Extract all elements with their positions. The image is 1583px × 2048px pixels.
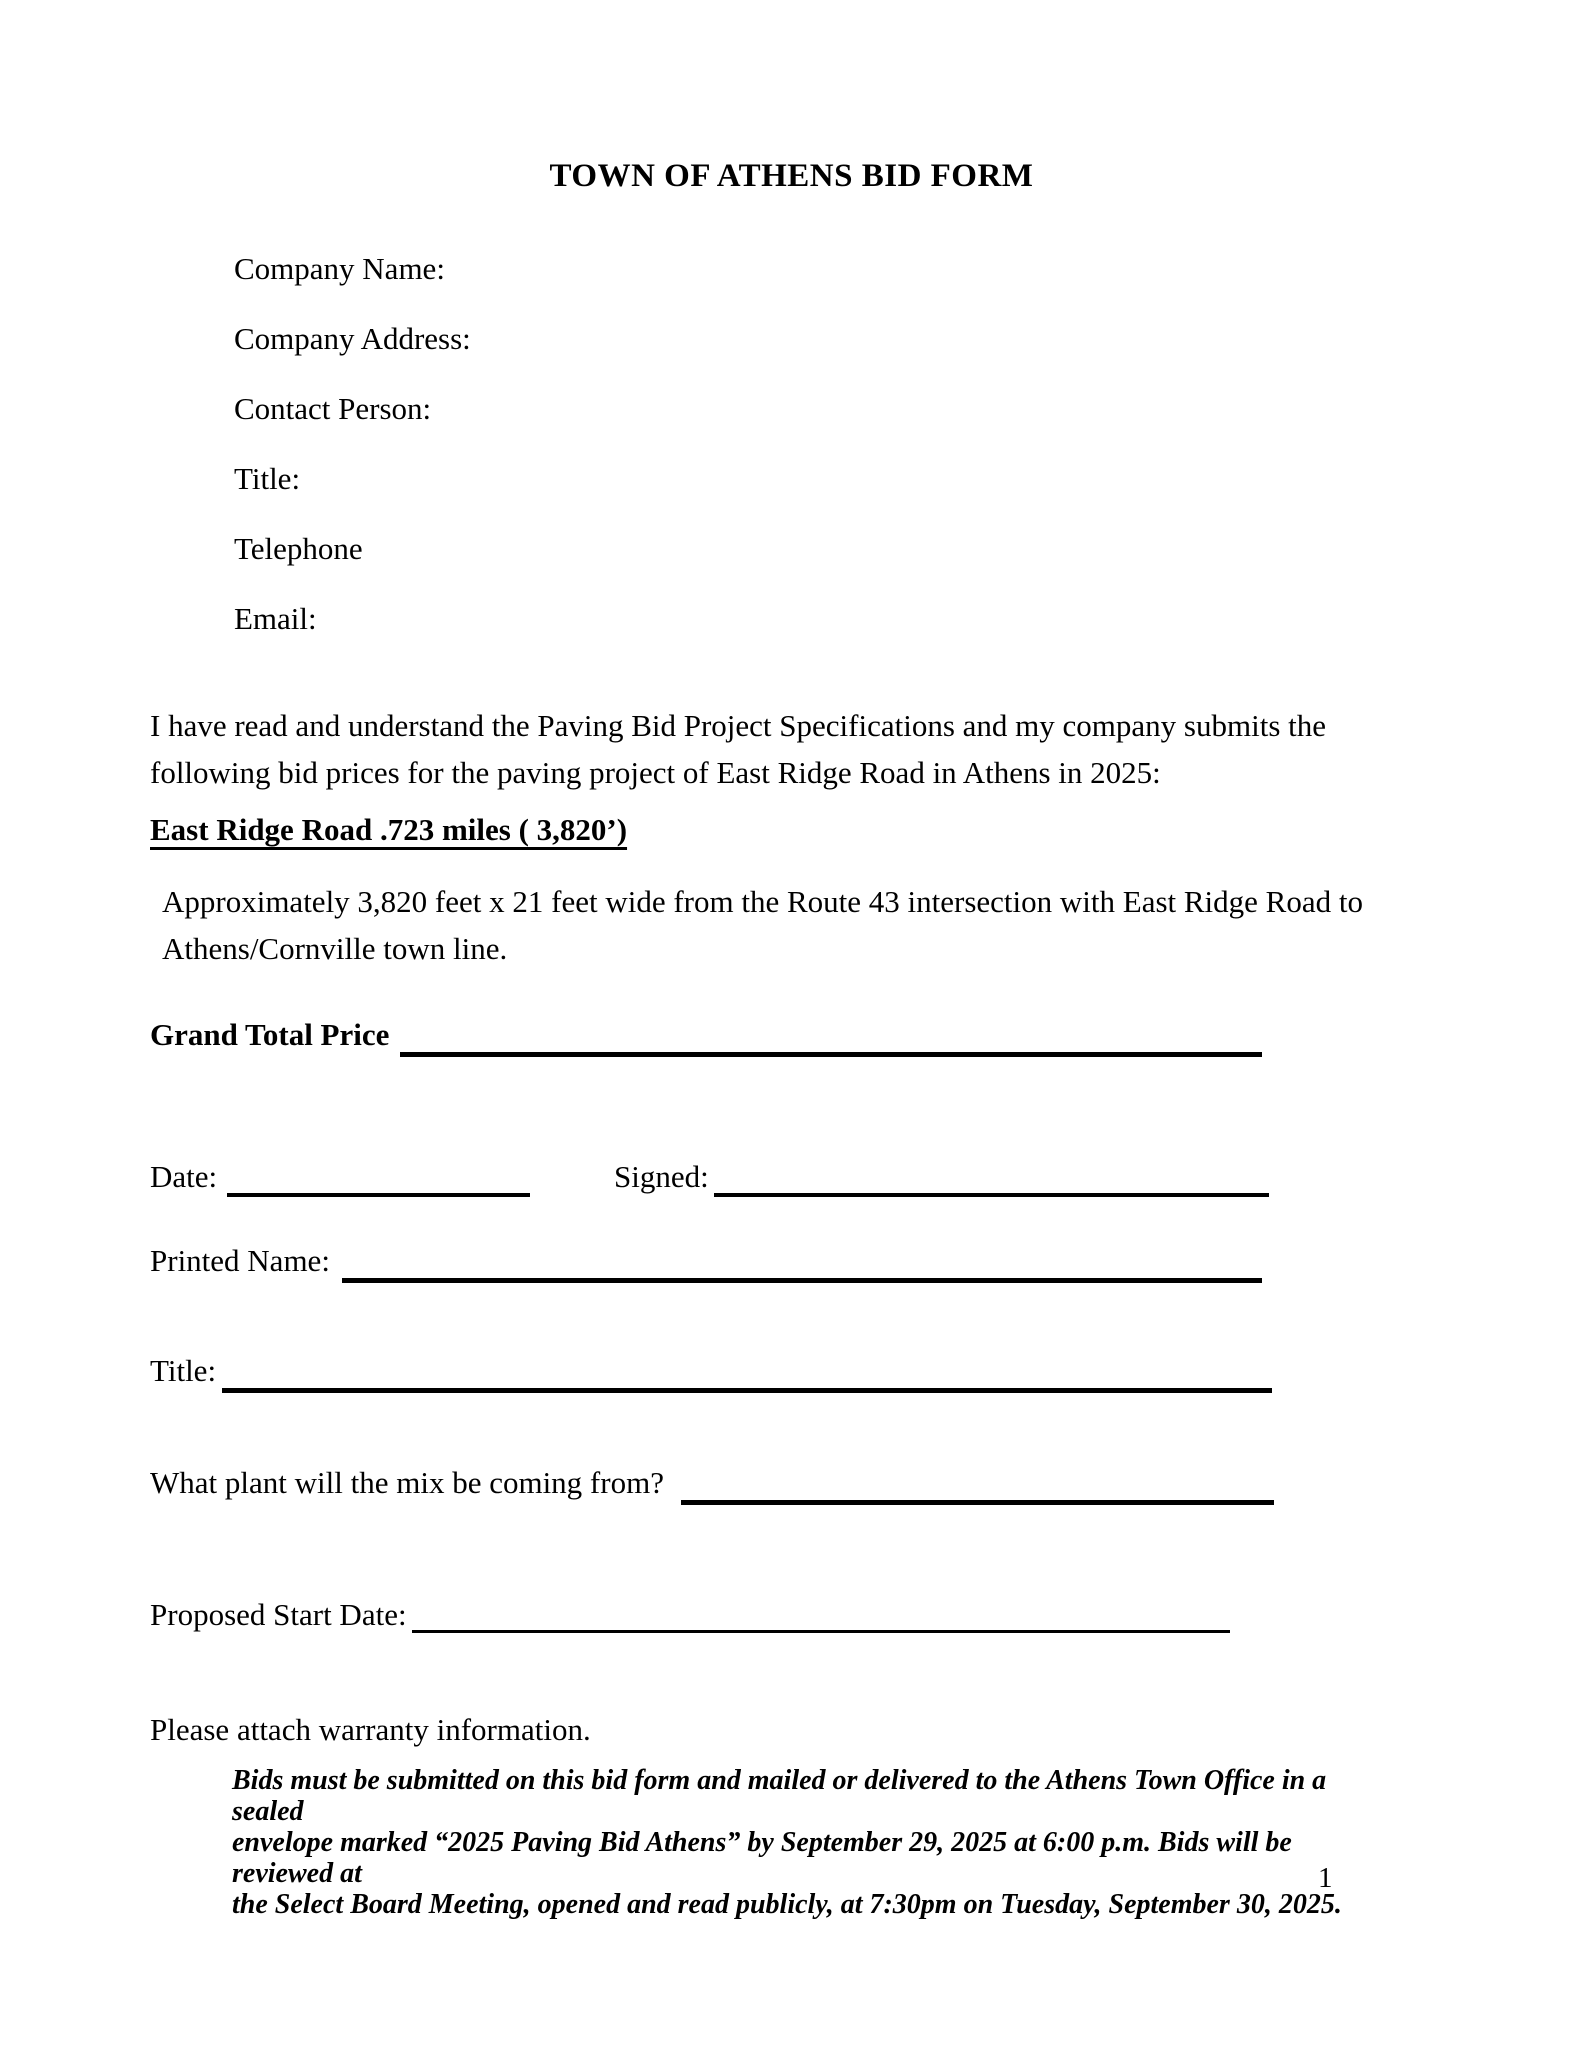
plant-question-label: What plant will the mix be coming from? [150,1465,664,1500]
company-address-label: Company Address: [234,321,471,356]
submission-note-line-1: Bids must be submitted on this bid form and mailed or delivered to the Athens Town Office in a sealed [232,1765,1327,1827]
grand-total-input-line[interactable] [400,1052,1262,1057]
signature-title-label: Title: [150,1353,217,1388]
signed-input-line[interactable] [714,1193,1269,1197]
submission-note [232,1765,1342,1920]
signature-title-input-line[interactable] [222,1388,1272,1393]
road-description [162,878,1402,972]
signed-label: Signed: [614,1159,709,1194]
telephone-label: Telephone [234,531,363,566]
submission-note-line-2: envelope marked “2025 Paving Bid Athens” by September 29, 2025 at 6:00 p.m. Bids will be reviewed at [232,1827,1292,1889]
bid-statement-line-1: I have read and understand the Paving Bid Project Specifications and my company submits the [150,708,1327,743]
printed-name-input-line[interactable] [342,1278,1262,1283]
bid-statement-line-2: following bid prices for the paving project of East Ridge Road in Athens in 2025: [150,755,1161,790]
proposed-start-label: Proposed Start Date: [150,1597,407,1632]
submission-note-line-3: the Select Board Meeting, opened and read publicly, at 7:30pm on Tuesday, September 30, 2025. [232,1889,1342,1920]
contact-person-label: Contact Person: [234,391,432,426]
road-section-heading: East Ridge Road .723 miles ( 3,820’) [150,812,628,847]
date-label: Date: [150,1159,218,1194]
road-description-line-2: Athens/Cornville town line. [162,931,508,966]
page-number: 1 [1318,1862,1333,1894]
road-description-line-1: Approximately 3,820 feet x 21 feet wide from the Route 43 intersection with East Ridge Road to [162,884,1363,919]
contact-title-label: Title: [234,461,301,496]
plant-input-line[interactable] [681,1500,1274,1505]
printed-name-label: Printed Name: [150,1243,330,1278]
page-title: TOWN OF ATHENS BID FORM [549,158,1034,194]
bid-statement [150,702,1390,796]
warranty-note: Please attach warranty information. [150,1712,591,1747]
grand-total-label: Grand Total Price [150,1017,390,1052]
proposed-start-input-line[interactable] [412,1630,1230,1633]
date-input-line[interactable] [227,1193,530,1197]
company-name-label: Company Name: [234,251,445,286]
email-label: Email: [234,601,317,636]
